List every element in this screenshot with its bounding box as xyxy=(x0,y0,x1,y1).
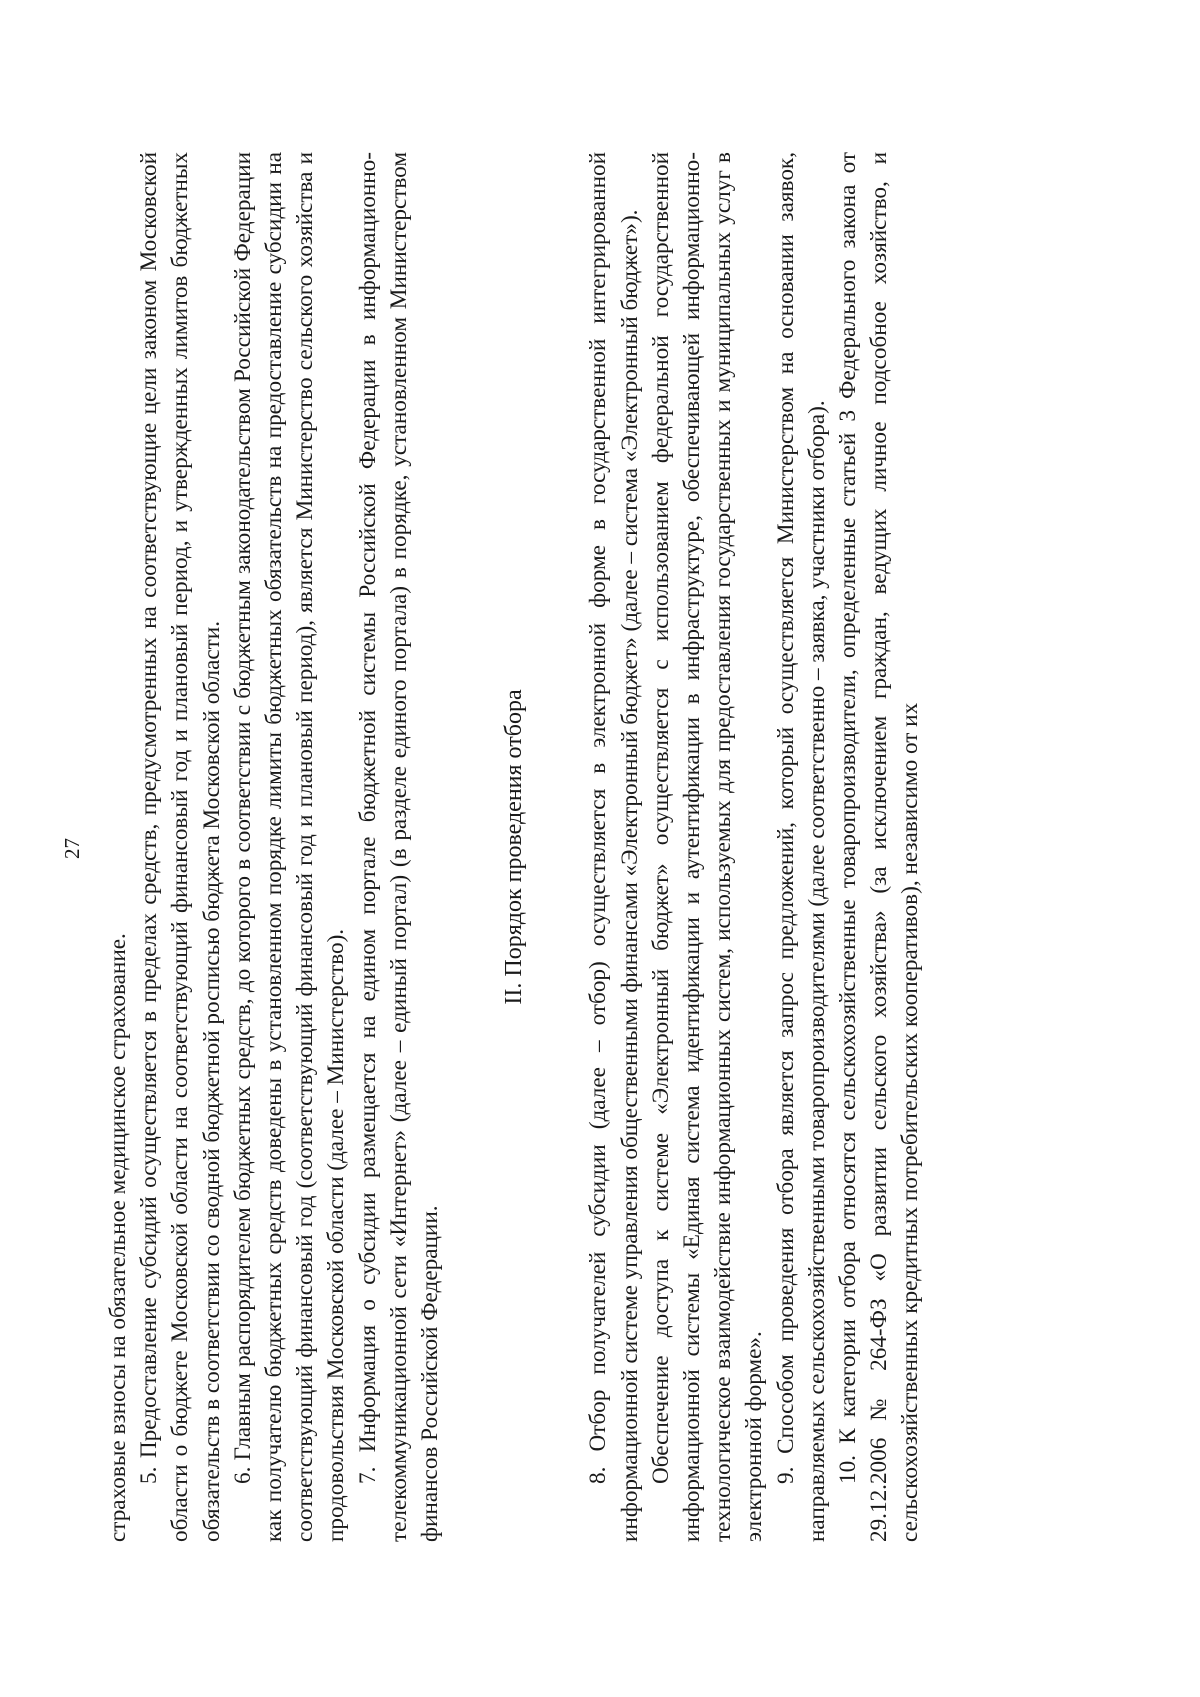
paragraph-access: Обеспечение доступа к системе «Электронный бюджет» осуществляется с использованием федеральной государственной информационной системы «Единая система идентификации и аутентификации в инфраструктуре, обеспечивающей информационно-технологическое взаимодействие информационных систем, используемых для предоставления государственных и муниципальных услуг в электронной форме». xyxy=(647,152,768,1542)
document-body xyxy=(103,152,927,1542)
paragraph-8: 8. Отбор получателей субсидии (далее – отбор) осуществляется в электронной форме в государственной интегрированной информационной системе управления общественными финансами «Электронный бюджет» (далее – система «Электронный бюджет»). xyxy=(585,152,643,1542)
paragraph-10: 10. К категории отбора относятся сельскохозяйственные товаропроизводители, определенные статьей 3 Федерального закона от 29.12.2006 № 264-ФЗ «О развитии сельского хозяйства» (за исключением граждан, ведущих личное подсобное хозяйство, и сельскохозяйственных кредитных потребительских кооперативов), независимо от их xyxy=(835,152,924,1542)
page-number: 27 xyxy=(60,838,84,859)
paragraph-6: 6. Главным распорядителем бюджетных средств, до которого в соответствии с бюджетным законодательством Российской Федерации как получателю бюджетных средств доведены в установленном порядке лимиты бюджетных обязательств на предоставление субсидии на соответствующий финансовый год (соответствующий финансовый год и плановый период), является Министерство сельского хозяйства и продовольствия Московской области (далее – Министерство). xyxy=(229,152,350,1542)
paragraph-5: 5. Предоставление субсидий осуществляется в пределах средств, предусмотренных на соответствующие цели законом Московской области о бюджете Московской области на соответствующий финансовый год и плановый период, и утвержденных лимитов бюджетных обязательств в соответствии со сводной бюджетной росписью бюджета Московской области. xyxy=(136,152,225,1542)
section-title: II. Порядок проведения отбора xyxy=(501,689,528,1005)
paragraph: страховые взносы на обязательное медицинское страхование. xyxy=(105,933,131,1542)
paragraph-7: 7. Информация о субсидии размещается на едином портале бюджетной системы Российской Федерации в информационно-телекоммуникационной сети «Интернет» (далее – единый портал) (в разделе единого портала) в порядке, установленном Министерством финансов Российской Федерации. xyxy=(354,152,444,1542)
paragraph-9: 9. Способом проведения отбора является запрос предложений, который осуществляется Министерством на основании заявок, направляемых сельскохозяйственными товаропроизводителями (далее соответственно – заявка, участники отбора). xyxy=(772,152,830,1542)
